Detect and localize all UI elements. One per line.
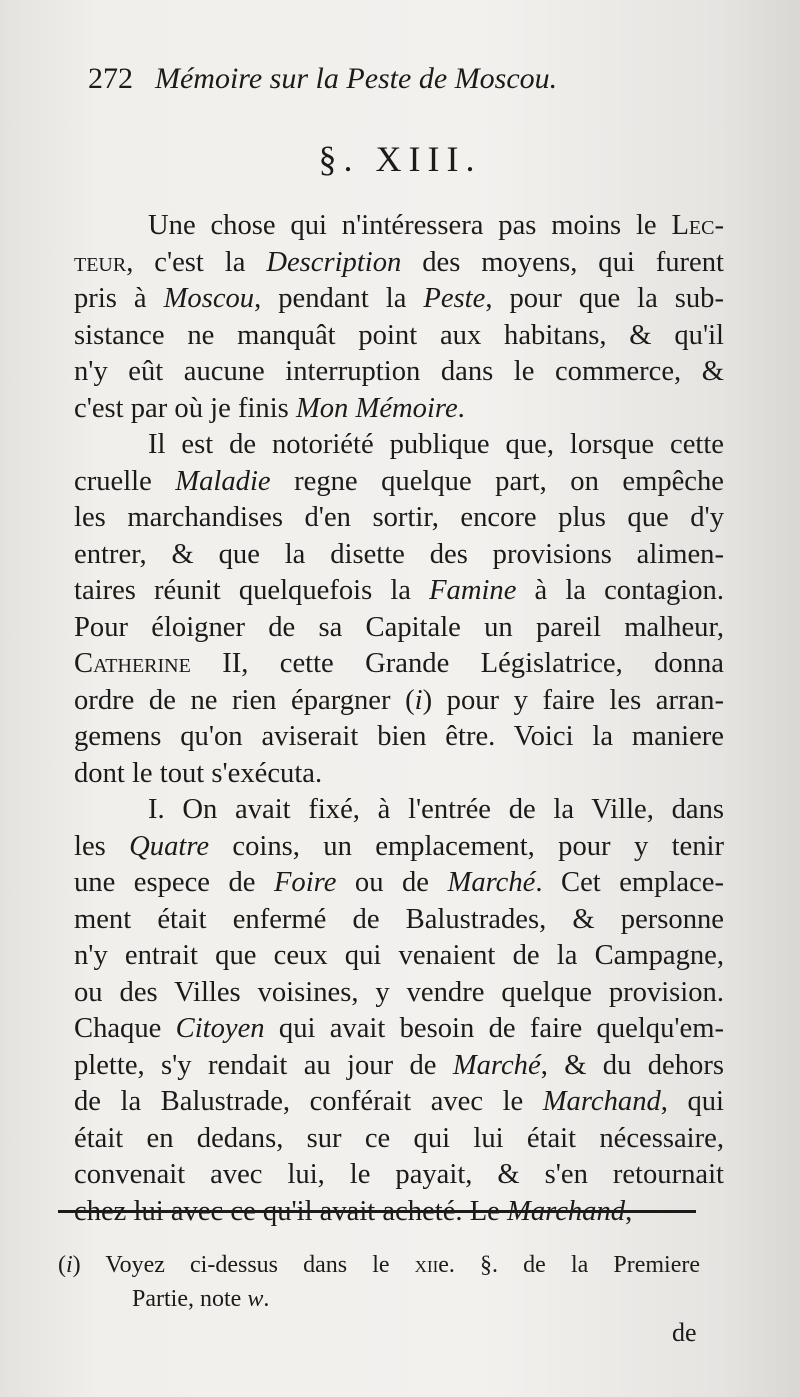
text-segment: Description bbox=[266, 246, 402, 278]
text-line bbox=[74, 1157, 724, 1194]
text-segment: ordre de ne rien épargner ( bbox=[74, 684, 415, 716]
text-segment: gemens qu'on aviserait bien être. Voici la maniere bbox=[74, 721, 724, 752]
text-segment: cruelle bbox=[74, 465, 176, 497]
text-segment: coins, un emplacement, pour y tenir bbox=[209, 830, 724, 862]
text-segment: ) Voyez ci-dessus dans le bbox=[72, 1252, 415, 1278]
text-line bbox=[74, 902, 724, 939]
text-segment: entrer, & que la disette des provisions alimen- bbox=[74, 538, 724, 570]
text-segment: ou des Villes voisines, y vendre quelque provision. bbox=[74, 976, 724, 1008]
text-line bbox=[74, 318, 724, 355]
text-segment: à la contagion. bbox=[516, 575, 724, 606]
text-segment: Il est de notoriété publique que, lorsque cette bbox=[148, 429, 724, 460]
text-line bbox=[74, 354, 724, 391]
text-line bbox=[74, 281, 724, 318]
text-segment: ou de bbox=[336, 867, 448, 898]
text-line bbox=[74, 719, 724, 756]
text-line bbox=[74, 500, 724, 537]
text-segment: . bbox=[457, 392, 465, 424]
text-segment: Pour éloigner de sa Capitale un pareil malheur, bbox=[74, 611, 724, 643]
text-segment: Moscou bbox=[163, 283, 255, 314]
text-segment: n'y eût aucune interruption dans le commerce, & bbox=[74, 356, 724, 387]
text-line bbox=[74, 938, 724, 975]
text-segment: qui avait besoin de faire quelqu'em- bbox=[264, 1013, 724, 1044]
text-segment: Mon Mémoire bbox=[295, 392, 458, 424]
text-segment: e. §. de la Premiere bbox=[438, 1252, 701, 1278]
text-segment: i bbox=[414, 684, 423, 716]
text-segment: regne quelque part, on empêche bbox=[270, 465, 724, 497]
text-segment: . bbox=[263, 1286, 270, 1312]
running-title: Mémoire sur la Peste de Moscou. bbox=[155, 62, 558, 95]
text-segment: Marché bbox=[452, 1049, 541, 1081]
text-segment: taires réunit quelquefois la bbox=[74, 575, 430, 606]
text-segment: dont le tout s'exécuta. bbox=[74, 757, 323, 789]
footnote-rule bbox=[58, 1210, 696, 1213]
text-line bbox=[74, 573, 724, 610]
text-line bbox=[74, 1121, 724, 1158]
text-segment: I. On avait fixé, à l'entrée de la Ville, dans bbox=[148, 794, 724, 825]
text-line bbox=[74, 464, 724, 501]
text-segment: Peste bbox=[423, 283, 486, 314]
text-segment: xii bbox=[414, 1252, 439, 1278]
running-header bbox=[88, 62, 728, 96]
text-segment: des moyens, qui furent bbox=[401, 246, 724, 278]
section-heading: §. XIII. bbox=[318, 139, 482, 179]
text-segment: , bbox=[625, 1195, 633, 1227]
body-text bbox=[74, 208, 724, 1230]
text-line bbox=[74, 391, 724, 428]
text-segment: chez lui avec ce qu'il avait acheté. Le bbox=[74, 1195, 508, 1227]
text-line bbox=[74, 610, 724, 647]
text-segment: Une chose qui n'intéressera pas moins le bbox=[148, 210, 672, 241]
text-segment: w bbox=[247, 1286, 264, 1312]
text-segment: Foire bbox=[273, 867, 337, 898]
text-line bbox=[74, 537, 724, 574]
text-segment: Citoyen bbox=[175, 1013, 265, 1044]
text-segment: une espece de bbox=[74, 867, 274, 898]
text-segment: , qui bbox=[660, 1086, 724, 1117]
text-line bbox=[74, 208, 724, 245]
text-segment: convenait avec lui, le payait, & s'en retournait bbox=[74, 1159, 724, 1190]
text-line bbox=[74, 427, 724, 464]
text-segment: plette, s'y rendait au jour de bbox=[74, 1049, 453, 1081]
text-segment: , pour que la sub- bbox=[485, 283, 724, 314]
text-segment: n'y entrait que ceux qui venaient de la Campagne, bbox=[74, 940, 724, 971]
text-segment: Maladie bbox=[175, 465, 271, 497]
footnote-line bbox=[58, 1248, 700, 1282]
text-line bbox=[74, 756, 724, 793]
text-segment: ment était enfermé de Balustrades, & personne bbox=[74, 903, 724, 935]
text-segment: Lec- bbox=[671, 210, 724, 241]
text-segment: les marchandises d'en sortir, encore plus que d'y bbox=[74, 502, 724, 533]
text-segment: était en dedans, sur ce qui lui était nécessaire, bbox=[74, 1122, 724, 1154]
text-line bbox=[74, 1011, 724, 1048]
text-segment: de la Balustrade, conférait avec le bbox=[74, 1086, 543, 1117]
text-segment: teur bbox=[74, 246, 127, 278]
text-line bbox=[74, 646, 724, 683]
text-line bbox=[74, 865, 724, 902]
text-segment: , c'est la bbox=[126, 246, 267, 278]
text-segment: ) pour y faire les arran- bbox=[422, 684, 725, 716]
text-line bbox=[74, 975, 724, 1012]
text-line bbox=[74, 1084, 724, 1121]
text-segment: i bbox=[66, 1252, 73, 1278]
footnote bbox=[58, 1248, 700, 1316]
text-segment: Famine bbox=[429, 575, 517, 606]
text-segment: , cette Grande Législatrice, donna bbox=[241, 648, 724, 679]
text-segment: Marché bbox=[447, 867, 536, 898]
text-segment: . Cet emplace- bbox=[535, 867, 724, 898]
text-segment: les bbox=[74, 830, 130, 862]
text-segment: , pendant la bbox=[254, 283, 424, 314]
footnote-line bbox=[58, 1282, 700, 1316]
text-line bbox=[74, 245, 724, 282]
text-line bbox=[74, 683, 724, 720]
text-line bbox=[74, 1048, 724, 1085]
page-number: 272 bbox=[88, 62, 133, 95]
text-segment: Partie, note bbox=[132, 1286, 248, 1312]
text-segment: c'est par où je finis bbox=[74, 392, 296, 424]
text-segment: Marchand bbox=[507, 1195, 626, 1227]
text-segment: sistance ne manquât point aux habitans, & qu'il bbox=[74, 319, 724, 351]
text-segment: Marchand bbox=[542, 1086, 661, 1117]
text-segment: Quatre bbox=[129, 830, 210, 862]
text-line bbox=[74, 829, 724, 866]
text-segment: Catherine II bbox=[74, 648, 242, 679]
text-segment: ( bbox=[58, 1252, 66, 1278]
catchword: de bbox=[672, 1318, 697, 1347]
text-segment: Chaque bbox=[74, 1013, 176, 1044]
text-line bbox=[74, 792, 724, 829]
text-segment: pris à bbox=[74, 283, 164, 314]
text-segment: , & du dehors bbox=[540, 1049, 724, 1081]
